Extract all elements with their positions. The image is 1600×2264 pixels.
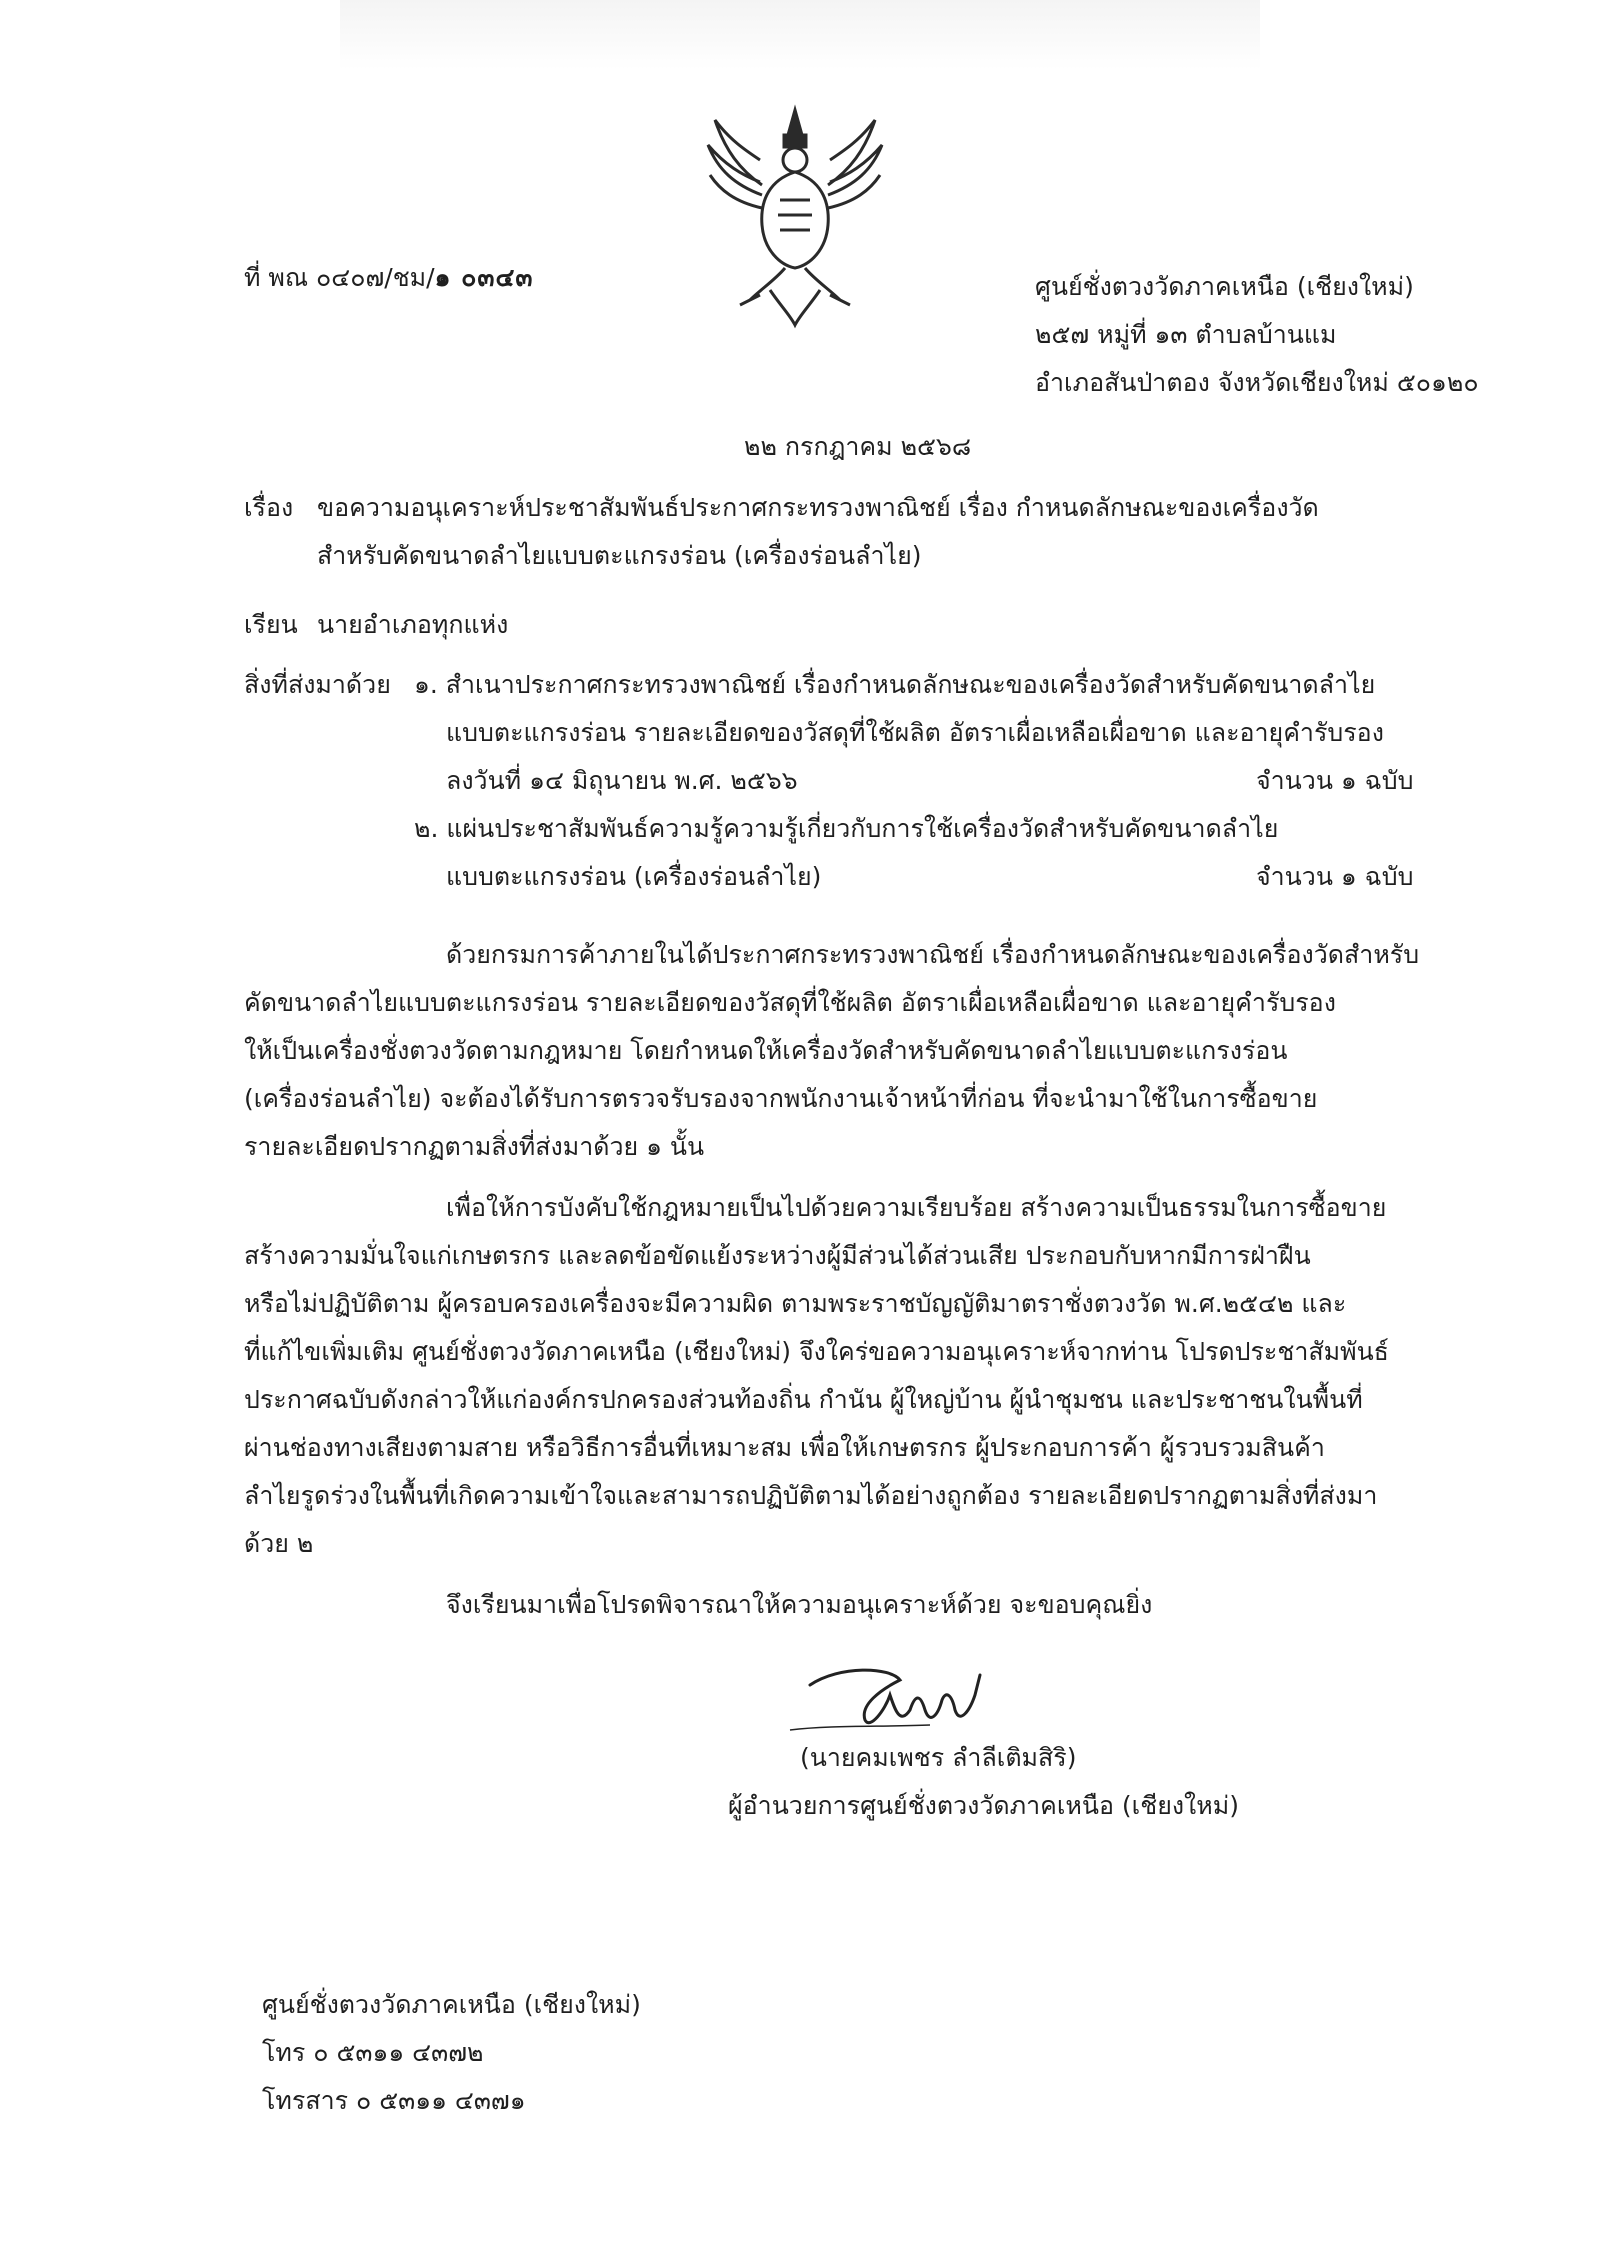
para2-line: หรือไม่ปฏิบัติตาม ผู้ครอบครองเครื่องจะมีความผิด ตามพระราชบัญญัติมาตราชั่งตวงวัด พ.ศ.๒๕๔๒ และ [244, 1289, 1347, 1318]
para2-line: ด้วย ๒ [244, 1529, 314, 1558]
para1-line: รายละเอียดปรากฏตามสิ่งที่ส่งมาด้วย ๑ นั้น [244, 1132, 705, 1161]
recipient-name: นายอำเภอทุกแห่ง [317, 610, 509, 639]
enclosures-label: สิ่งที่ส่งมาด้วย [244, 670, 391, 699]
signatory-position: ผู้อำนวยการศูนย์ชั่งตวงวัดภาคเหนือ (เชียงใหม่) [728, 1791, 1239, 1820]
subject-label: เรื่อง [244, 493, 294, 522]
para1-line: ด้วยกรมการค้าภายในได้ประกาศกระทรวงพาณิชย์ เรื่องกำหนดลักษณะของเครื่องวัดสำหรับ [446, 940, 1420, 969]
para2-line: ผ่านช่องทางเสียงตามสาย หรือวิธีการอื่นที่เหมาะสม เพื่อให้เกษตรกร ผู้ประกอบการค้า ผู้รวบรวมสินค้า [244, 1433, 1325, 1462]
footer-phone: โทร ๐ ๕๓๑๑ ๔๓๗๒ [262, 2038, 484, 2067]
footer-office: ศูนย์ชั่งตวงวัดภาคเหนือ (เชียงใหม่) [262, 1990, 641, 2019]
para2-line: ประกาศฉบับดังกล่าวให้แก่องค์กรปกครองส่วนท้องถิ่น กำนัน ผู้ใหญ่บ้าน ผู้นำชุมชน และประชาชนในพื้นที่ [244, 1385, 1363, 1414]
signature-image [770, 1655, 1100, 1735]
garuda-emblem-icon [700, 90, 890, 330]
enclosure-1-line-1: ๑. สำเนาประกาศกระทรวงพาณิชย์ เรื่องกำหนดลักษณะของเครื่องวัดสำหรับคัดขนาดลำไย [414, 670, 1376, 699]
letter-date: ๒๒ กรกฎาคม ๒๕๖๘ [744, 432, 972, 461]
para1-line: ให้เป็นเครื่องชั่งตวงวัดตามกฎหมาย โดยกำหนดให้เครื่องวัดสำหรับคัดขนาดลำไยแบบตะแกรงร่อน [244, 1036, 1288, 1065]
subject-line-2: สำหรับคัดขนาดลำไยแบบตะแกรงร่อน (เครื่องร่อนลำไย) [317, 541, 922, 570]
sender-name: ศูนย์ชั่งตวงวัดภาคเหนือ (เชียงใหม่) [1035, 272, 1414, 301]
enclosure-1-line-3: ลงวันที่ ๑๔ มิถุนายน พ.ศ. ๒๕๖๖ [446, 766, 798, 795]
para2-line: สร้างความมั่นใจแก่เกษตรกร และลดข้อขัดแย้งระหว่างผู้มีส่วนได้ส่วนเสีย ประกอบกับหากมีการฝ่าฝืน [244, 1241, 1311, 1270]
enclosure-2-line-2: แบบตะแกรงร่อน (เครื่องร่อนลำไย) [446, 862, 822, 891]
scan-artifact [340, 0, 1260, 70]
enclosure-2-line-1: ๒. แผ่นประชาสัมพันธ์ความรู้ความรู้เกี่ยวกับการใช้เครื่องวัดสำหรับคัดขนาดลำไย [414, 814, 1279, 843]
enclosure-1-quantity: จำนวน ๑ ฉบับ [1256, 766, 1414, 795]
footer-fax: โทรสาร ๐ ๕๓๑๑ ๔๓๗๑ [262, 2086, 526, 2115]
sender-address-1: ๒๕๗ หมู่ที่ ๑๓ ตำบลบ้านแม [1035, 320, 1337, 349]
signatory-name: (นายคมเพชร ลำลีเติมสิริ) [800, 1743, 1077, 1772]
closing-line: จึงเรียนมาเพื่อโปรดพิจารณาให้ความอนุเคราะห์ด้วย จะขอบคุณยิ่ง [446, 1590, 1153, 1619]
reference-prefix: ที่ พณ ๐๔๐๗/ชม/ [244, 263, 435, 292]
reference-number: ๑ ๐๓๔๓ [434, 263, 534, 292]
para2-line: ลำไยรูดร่วงในพื้นที่เกิดความเข้าใจและสามารถปฏิบัติตามได้อย่างถูกต้อง รายละเอียดปรากฏตามสิ่งที่ส่งมา [244, 1481, 1378, 1510]
sender-address-2: อำเภอสันป่าตอง จังหวัดเชียงใหม่ ๕๐๑๒๐ [1035, 368, 1479, 397]
reference-line [244, 263, 534, 293]
recipient-label: เรียน [244, 610, 298, 639]
para1-line: (เครื่องร่อนลำไย) จะต้องได้รับการตรวจรับรองจากพนักงานเจ้าหน้าที่ก่อน ที่จะนำมาใช้ในการซื้อขาย [244, 1084, 1318, 1113]
para2-line: ที่แก้ไขเพิ่มเติม ศูนย์ชั่งตวงวัดภาคเหนือ (เชียงใหม่) จึงใคร่ขอความอนุเคราะห์จากท่าน โปรดประชาสัมพันธ์ [244, 1337, 1389, 1366]
enclosure-1-line-2: แบบตะแกรงร่อน รายละเอียดของวัสดุที่ใช้ผลิต อัตราเผื่อเหลือเผื่อขาด และอายุคำรับรอง [446, 718, 1384, 747]
para1-line: คัดขนาดลำไยแบบตะแกรงร่อน รายละเอียดของวัสดุที่ใช้ผลิต อัตราเผื่อเหลือเผื่อขาด และอายุคำรับรอง [244, 988, 1336, 1017]
subject-line-1: ขอความอนุเคราะห์ประชาสัมพันธ์ประกาศกระทรวงพาณิชย์ เรื่อง กำหนดลักษณะของเครื่องวัด [317, 493, 1319, 522]
para2-line: เพื่อให้การบังคับใช้กฎหมายเป็นไปด้วยความเรียบร้อย สร้างความเป็นธรรมในการซื้อขาย [446, 1193, 1387, 1222]
enclosure-2-quantity: จำนวน ๑ ฉบับ [1256, 862, 1414, 891]
